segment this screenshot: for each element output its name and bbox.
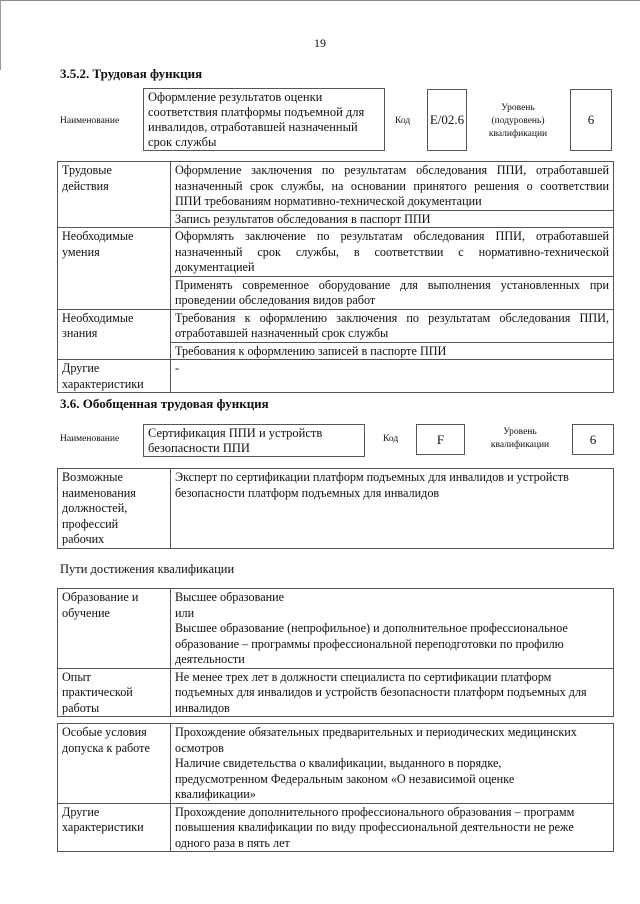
key-line: профессий — [62, 516, 119, 531]
row-value — [171, 210, 614, 228]
value-line: повышения квалификации по виду профессиональной деятельности не реже — [175, 820, 574, 834]
value-line: безопасности платформ подъемных для инвалидов — [175, 485, 440, 500]
value-line: Высшее образование (непрофильное) и дополнительное профессиональное — [175, 621, 568, 635]
table-row — [58, 803, 614, 852]
value-line: предусмотренном Федеральным законом «О независимой оценке — [175, 771, 515, 786]
key-line: характеристики — [62, 376, 144, 391]
value-line: ППИ требованиям нормативно-технической документации — [175, 194, 482, 208]
value-line: Запись результатов обследования в паспорт ППИ — [175, 211, 431, 226]
value-line: одного раза в пять лет — [175, 835, 290, 850]
key-line: обучение — [62, 605, 110, 620]
row-value — [171, 360, 614, 393]
paths-table — [57, 588, 614, 717]
level-label-line: Уровень — [503, 427, 537, 437]
value-line: Требования к оформлению заключения по результатам обследования ППИ, — [175, 310, 609, 325]
conditions-table — [57, 723, 614, 852]
key-line: действия — [62, 178, 109, 193]
key-line: Другие — [62, 804, 100, 819]
key-line: должностей, — [62, 501, 128, 515]
key-line: знания — [62, 326, 98, 340]
key-line: умения — [62, 244, 100, 259]
key-line: Необходимые — [62, 229, 134, 243]
function-name-line: Сертификация ППИ и устройств — [148, 426, 323, 440]
row-value — [171, 228, 614, 277]
row-value — [171, 162, 614, 211]
row-key-skills — [58, 228, 171, 310]
key-line: практической — [62, 685, 133, 699]
page-number: 19 — [314, 36, 326, 50]
value-line: Применять современное оборудование для выполнения установленных при — [175, 277, 609, 292]
code-value-box — [416, 424, 465, 455]
level-label-line: (подуровень) — [491, 116, 545, 126]
function-name-box — [143, 88, 385, 151]
value-line: деятельности — [175, 652, 245, 666]
level-value: 6 — [587, 112, 595, 127]
code-value-box — [427, 89, 467, 151]
value-line: Прохождение обязательных предварительных и периодических медицинских — [175, 725, 577, 739]
row-value — [171, 309, 614, 342]
row-value — [171, 469, 614, 549]
row-value — [171, 803, 614, 852]
table-row — [58, 162, 614, 211]
level-label — [476, 102, 560, 141]
value-line: Требования к оформлению записей в паспорте ППИ — [175, 343, 447, 358]
level-label-line: квалификации — [490, 440, 550, 450]
value-line: Оформление заключения по результатам обследования ППИ, отработавшей — [175, 163, 609, 177]
section-heading-3-6: 3.6. Обобщенная трудовая функция — [60, 396, 269, 411]
row-value — [171, 589, 614, 669]
function-name-line: инвалидов, отработавшей назначенный — [148, 120, 358, 134]
value-line: Наличие свидетельства о квалификации, выданного в порядке, — [175, 756, 502, 770]
function-name-line: безопасности ППИ — [148, 441, 250, 455]
key-line: Другие — [62, 361, 100, 375]
row-value — [171, 724, 614, 804]
key-line: допуска к работе — [62, 740, 150, 755]
value-line: образование – программы профессиональной переподготовки по профилю — [175, 636, 564, 651]
key-line: рабочих — [62, 532, 105, 546]
row-value — [171, 668, 614, 717]
level-label-line: Уровень — [501, 103, 535, 113]
key-line: Особые условия — [62, 725, 147, 739]
value-line: Высшее образование — [175, 590, 285, 604]
value-line: проведении обследования видов работ — [175, 293, 376, 307]
level-value-box — [572, 424, 614, 455]
key-line: Опыт — [62, 669, 91, 684]
value-line: Не менее трех лет в должности специалиста по сертификации платформ — [175, 669, 552, 684]
name-label: Наименование — [60, 434, 120, 444]
key-line: Возможные — [62, 470, 123, 484]
function-name-line: Оформление результатов оценки — [148, 90, 323, 104]
key-line: Трудовые — [62, 163, 112, 177]
table-row — [58, 228, 614, 277]
row-key-special-conditions — [58, 724, 171, 804]
key-line: характеристики — [62, 820, 144, 834]
table-row — [58, 309, 614, 342]
scan-edge-left — [0, 0, 1, 70]
level-value-box — [570, 89, 612, 151]
name-label: Наименование — [60, 116, 120, 126]
code-label: Код — [383, 434, 399, 444]
code-label: Код — [395, 116, 411, 126]
row-key-labor-actions — [58, 162, 171, 228]
value-line: Эксперт по сертификации платформ подъемных для инвалидов и устройств — [175, 470, 569, 484]
table-row — [58, 724, 614, 804]
value-line: Прохождение дополнительного профессионального образования – программ — [175, 804, 575, 819]
level-label — [478, 426, 562, 452]
row-key-positions — [58, 469, 171, 549]
paths-heading: Пути достижения квалификации — [60, 562, 235, 576]
value-line: назначенный срок службы, в соответствии с нормативно-технической — [175, 244, 609, 259]
level-label-line: квалификации — [488, 129, 548, 139]
value-line: - — [175, 361, 180, 375]
level-value: 6 — [589, 431, 597, 447]
table-row — [58, 589, 614, 669]
value-line: подъемных для инвалидов и устройств безопасности платформ подъемных для — [175, 685, 587, 699]
row-key-other-characteristics — [58, 803, 171, 852]
key-line: наименования — [62, 485, 136, 500]
function-name-line: соответствия платформы подъемной для — [148, 105, 365, 119]
value-line: документацией — [175, 260, 255, 274]
row-value — [171, 342, 614, 360]
value-line: квалификации» — [175, 787, 256, 801]
function-name-line: срок службы — [148, 135, 217, 149]
value-line: Оформлять заключение по результатам обследования ППИ, отработавшей — [175, 229, 609, 243]
key-line: Необходимые — [62, 310, 134, 325]
row-key-knowledge — [58, 309, 171, 360]
table-row — [58, 360, 614, 393]
row-key-education — [58, 589, 171, 669]
generalized-function-name-box — [143, 424, 365, 457]
key-line: Образование и — [62, 590, 139, 604]
value-line: инвалидов — [175, 700, 230, 715]
row-key-experience — [58, 668, 171, 717]
section-heading-3-5-2: 3.5.2. Трудовая функция — [60, 66, 203, 81]
value-line: или — [175, 605, 195, 620]
scan-edge-top — [0, 0, 640, 1]
row-key-other — [58, 360, 171, 393]
value-line: назначенный срок службы, на основании принятого решения о соответствии — [175, 178, 609, 193]
table-row — [58, 668, 614, 717]
code-value: F — [436, 431, 445, 447]
code-value: E/02.6 — [429, 112, 465, 127]
positions-table — [57, 468, 614, 549]
labor-function-table — [57, 161, 614, 393]
table-row — [58, 469, 614, 549]
key-line: работы — [62, 700, 100, 715]
value-line: осмотров — [175, 740, 224, 755]
row-value — [171, 276, 614, 309]
value-line: отработавшей назначенный срок службы — [175, 326, 389, 340]
